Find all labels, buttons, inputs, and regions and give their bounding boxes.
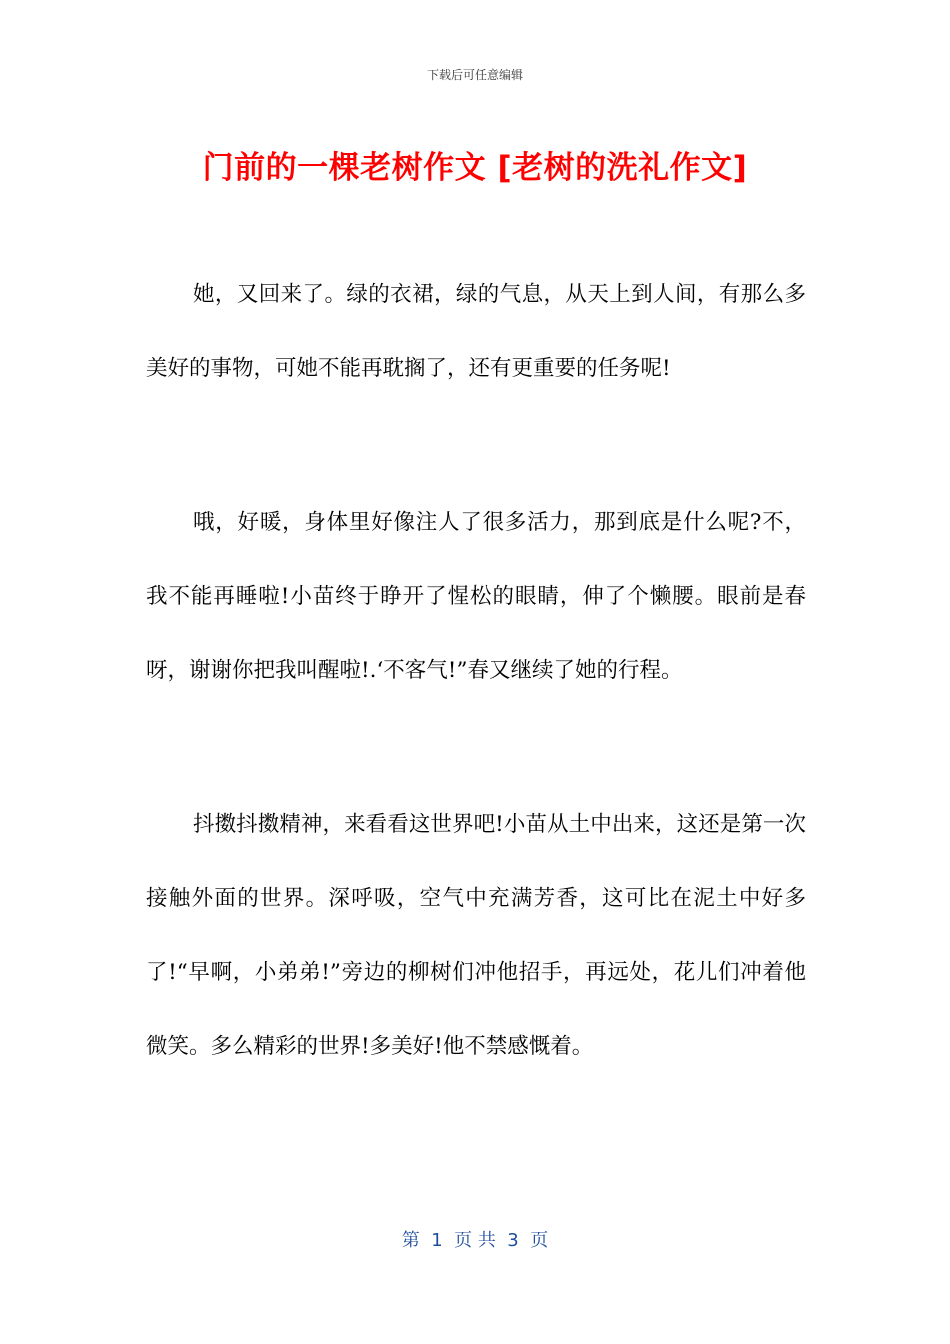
header-note: 下载后可任意编辑 [426, 68, 523, 82]
paragraph-3: 抖擞抖擞精神，来看看这世界吧!小苗从土中出来，这还是第一次接触外面的世界。深呼吸，空气中充满芳香，这可比在泥土中好多了!“早啊，小弟弟!”旁边的柳树们冲他招手，再远处，花儿们冲着他微笑。多么精彩的世界!多美好!他不禁感慨着。 [146, 812, 806, 1059]
document-title: 门前的一棵老树作文 [老树的洗礼作文] [202, 150, 748, 186]
paragraph-1: 她，又回来了。绿的衣裙，绿的气息，从天上到人间，有那么多美好的事物，可她不能再耽搁了，还有更重要的任务呢! [146, 282, 806, 381]
page-number-footer: 第 1 页 共 3 页 [401, 1230, 549, 1251]
paragraph-2: 哦，好暖，身体里好像注人了很多活力，那到底是什么呢?不，我不能再睡啦!小苗终于睁开了惺松的眼睛，伸了个懒腰。眼前是春呀，谢谢你把我叫醒啦!.‘不客气!”春又继续了她的行程。 [146, 510, 806, 683]
